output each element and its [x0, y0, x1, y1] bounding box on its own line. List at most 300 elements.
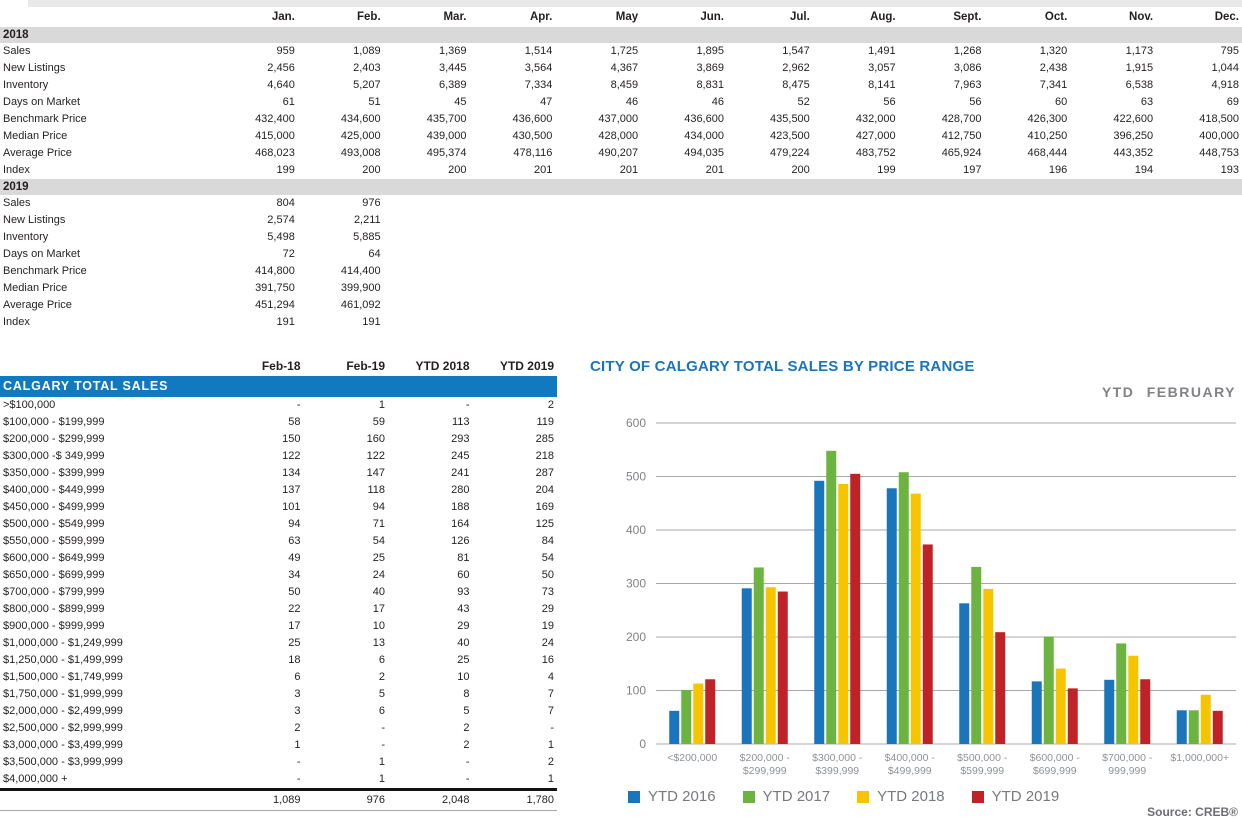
row-label: $350,000 - $399,999 [3, 467, 105, 479]
row-label: Average Price [3, 147, 72, 159]
totals-label [0, 790, 219, 811]
cell: 468,444 [1027, 147, 1068, 159]
cell: 29 [457, 620, 470, 632]
cell: 436,600 [512, 113, 553, 125]
cell: 245 [451, 450, 470, 462]
cell: 218 [535, 450, 554, 462]
row-label: $1,750,000 - $1,999,999 [3, 688, 123, 700]
cell: 448,753 [1199, 147, 1239, 159]
row-label: Sales [3, 197, 31, 209]
cell: 396,250 [1113, 130, 1154, 142]
cell [1070, 314, 1156, 331]
cell: 25 [288, 637, 301, 649]
cell: 432,400 [255, 113, 295, 125]
cell: 7 [547, 688, 554, 700]
cell: - [381, 739, 385, 751]
cell: 94 [288, 518, 301, 530]
x-axis-tick-label: $700,000 -999,999 [1102, 752, 1153, 777]
table-row [0, 516, 557, 533]
cell [899, 229, 985, 246]
cell [384, 212, 470, 229]
sales-table-body [0, 376, 557, 811]
cell: 196 [1048, 164, 1068, 176]
legend-color-swatch [972, 791, 984, 803]
cell [813, 229, 899, 246]
cell [469, 212, 555, 229]
chart-legend [628, 788, 1059, 805]
month-header: Mar. [443, 11, 467, 23]
cell: 2 [547, 399, 554, 411]
cell: 50 [288, 586, 301, 598]
cell: 6 [294, 671, 301, 683]
cell: 1,915 [1125, 62, 1154, 74]
cell: 1,173 [1125, 45, 1154, 57]
cell: 418,500 [1199, 113, 1239, 125]
row-label: $550,000 - $599,999 [3, 535, 105, 547]
row-label: $1,250,000 - $1,499,999 [3, 654, 123, 666]
cell: 4,640 [267, 79, 295, 91]
cell [984, 229, 1070, 246]
cell: 61 [282, 96, 295, 108]
cell: 428,700 [941, 113, 982, 125]
table-row [0, 669, 557, 686]
cell: 7,963 [953, 79, 982, 91]
row-label: $400,000 - $449,999 [3, 484, 105, 496]
cell: 47 [540, 96, 553, 108]
cell [641, 280, 727, 297]
legend-label: YTD 2018 [877, 788, 945, 805]
cell: 427,000 [855, 130, 896, 142]
cell: 122 [282, 450, 301, 462]
sales-header-row [0, 356, 557, 376]
cell: 2 [294, 722, 301, 734]
price-range-sales-table [0, 356, 557, 811]
table-row [0, 246, 1242, 263]
cell [984, 297, 1070, 314]
row-label: Sales [3, 45, 31, 57]
y-axis-tick-label: 300 [625, 576, 646, 591]
cell: 422,600 [1113, 113, 1154, 125]
cell: 24 [541, 637, 554, 649]
cell: 63 [1140, 96, 1154, 108]
row-label: Average Price [3, 299, 72, 311]
row-label: $1,000,000 - $1,249,999 [3, 637, 123, 649]
cell: 437,000 [598, 113, 639, 125]
cell [469, 263, 555, 280]
cell [727, 229, 813, 246]
cell: 160 [366, 433, 385, 445]
cell [641, 297, 727, 314]
cell: - [296, 399, 301, 411]
table-row [0, 94, 1242, 111]
table-row [0, 499, 557, 516]
cell: 72 [282, 248, 295, 260]
cell: 804 [276, 197, 295, 209]
cell: 5 [463, 705, 470, 717]
cell [813, 297, 899, 314]
cell [899, 314, 985, 331]
bar-ytd-2018-cat1 [766, 587, 776, 744]
month-header: Aug. [870, 11, 896, 23]
cell: 430,500 [512, 130, 553, 142]
cell [469, 280, 555, 297]
chart-subtitle: YTD FEBRUARY [1101, 384, 1236, 400]
monthly-table-header [0, 8, 1242, 27]
cell [813, 195, 899, 212]
cell: 45 [454, 96, 467, 108]
cell: 17 [372, 603, 385, 615]
column-header: Feb-19 [346, 359, 385, 373]
cell: 40 [457, 637, 470, 649]
cell [1070, 297, 1156, 314]
cell: 3,869 [696, 62, 724, 74]
legend-color-swatch [743, 791, 755, 803]
cell: 8 [463, 688, 470, 700]
cell: 73 [541, 586, 554, 598]
legend-label: YTD 2019 [991, 788, 1060, 805]
table-row [0, 60, 1242, 77]
bar-ytd-2017-cat5 [1044, 636, 1054, 744]
cell [384, 297, 470, 314]
table-row [0, 771, 557, 790]
cell [727, 297, 813, 314]
cell: 1,725 [610, 45, 639, 57]
cell [1156, 280, 1242, 297]
cell: 24 [372, 569, 385, 581]
month-header: Jun. [700, 11, 724, 23]
cell: 432,000 [855, 113, 896, 125]
cell: 451,294 [255, 299, 295, 311]
table-row [0, 128, 1242, 145]
month-header: May [615, 11, 639, 23]
cell: 483,752 [855, 147, 896, 159]
cell: 1 [294, 739, 301, 751]
cell: 7 [547, 705, 554, 717]
month-header: Oct. [1044, 11, 1068, 23]
cell: 25 [457, 654, 470, 666]
bar-ytd-2018-cat4 [983, 589, 993, 744]
column-header: YTD 2018 [415, 359, 470, 373]
bar-ytd-2016-cat5 [1032, 681, 1042, 744]
legend-item-ytd-2018 [857, 788, 945, 805]
cell: 63 [288, 535, 301, 547]
row-label: Inventory [3, 231, 49, 243]
cell: - [296, 773, 301, 785]
cell: 188 [451, 501, 470, 513]
table-row [0, 397, 557, 414]
cell: 2 [463, 722, 470, 734]
table-row [0, 431, 557, 448]
cell: 426,300 [1027, 113, 1068, 125]
cell [1156, 229, 1242, 246]
legend-color-swatch [857, 791, 869, 803]
cell: 287 [535, 467, 554, 479]
corner-cell [0, 356, 219, 376]
y-axis-tick-label: 200 [625, 630, 646, 644]
row-label: $200,000 - $299,999 [3, 433, 105, 445]
row-label: Median Price [3, 130, 68, 142]
cell [641, 229, 727, 246]
cell: 415,000 [255, 130, 295, 142]
cell: 2 [547, 756, 554, 768]
cell: 795 [1220, 45, 1239, 57]
cell: 56 [883, 96, 896, 108]
cell: 199 [276, 164, 295, 176]
cell [384, 246, 470, 263]
cell: 113 [451, 416, 470, 428]
bar-ytd-2017-cat7 [1189, 710, 1199, 744]
table-row [0, 297, 1242, 314]
cell: 423,500 [770, 130, 810, 142]
row-label: $700,000 - $799,999 [3, 586, 105, 598]
cell: 2,403 [353, 62, 381, 74]
cell [1070, 246, 1156, 263]
cell [555, 195, 641, 212]
table-row [0, 314, 1242, 331]
cell: 125 [535, 518, 554, 530]
table-row [0, 263, 1242, 280]
cell: 3,564 [524, 62, 553, 74]
cell: 150 [282, 433, 301, 445]
cell [555, 263, 641, 280]
row-label: $1,500,000 - $1,749,999 [3, 671, 123, 683]
cell [1156, 314, 1242, 331]
table-row [0, 145, 1242, 162]
row-label: Index [3, 164, 30, 176]
cell: 7,334 [524, 79, 553, 91]
cell [384, 195, 470, 212]
cell: 22 [288, 603, 301, 615]
cell [813, 263, 899, 280]
table-row [0, 414, 557, 431]
cell: 400,000 [1199, 130, 1239, 142]
cell: 2,456 [267, 62, 295, 74]
cell [899, 246, 985, 263]
cell [984, 263, 1070, 280]
cell: 40 [372, 586, 385, 598]
legend-label: YTD 2016 [648, 788, 716, 805]
bar-ytd-2017-cat0 [681, 690, 691, 744]
cell [1070, 263, 1156, 280]
cell: 493,008 [340, 147, 381, 159]
total-cell: 2,048 [388, 790, 473, 811]
bar-ytd-2016-cat2 [814, 481, 824, 744]
cell: 4,367 [610, 62, 639, 74]
bar-ytd-2017-cat3 [899, 472, 909, 744]
table-row [0, 737, 557, 754]
cell: 495,374 [426, 147, 467, 159]
cell [899, 212, 985, 229]
table-row [0, 280, 1242, 297]
cell [1156, 195, 1242, 212]
total-cell: 1,780 [473, 790, 558, 811]
row-label: Benchmark Price [3, 265, 87, 277]
table-row [0, 465, 557, 482]
cell [555, 314, 641, 331]
cell: 478,116 [513, 147, 553, 159]
row-label: $650,000 - $699,999 [3, 569, 105, 581]
bar-ytd-2019-cat6 [1140, 679, 1150, 744]
cell [727, 280, 813, 297]
cell: 29 [541, 603, 554, 615]
row-label: $2,000,000 - $2,499,999 [3, 705, 123, 717]
row-label: New Listings [3, 214, 66, 226]
cell: 204 [535, 484, 554, 496]
row-label: $600,000 - $649,999 [3, 552, 105, 564]
year-band-label: 2018 [0, 27, 1242, 43]
cell: 439,000 [426, 130, 467, 142]
cell: 6 [378, 654, 385, 666]
bar-ytd-2018-cat6 [1128, 656, 1138, 744]
cell: 479,224 [770, 147, 810, 159]
cell: 2,962 [782, 62, 810, 74]
cell [984, 195, 1070, 212]
bar-ytd-2016-cat7 [1177, 710, 1187, 744]
cell [984, 280, 1070, 297]
cell [727, 246, 813, 263]
month-header: Apr. [529, 11, 553, 23]
cell [1156, 212, 1242, 229]
bar-ytd-2016-cat6 [1104, 680, 1114, 744]
row-label: Inventory [3, 79, 49, 91]
table-row [0, 162, 1242, 179]
cell: 399,900 [340, 282, 381, 294]
cell: 52 [797, 96, 810, 108]
cell: 6 [378, 705, 385, 717]
cell: 391,750 [255, 282, 295, 294]
cell: 414,400 [340, 265, 381, 277]
cell: 18 [288, 654, 301, 666]
total-cell: 976 [304, 790, 389, 811]
cell: 1 [547, 739, 554, 751]
cell: 241 [451, 467, 470, 479]
cell: 410,250 [1027, 130, 1068, 142]
bar-ytd-2018-cat3 [911, 494, 921, 744]
cell [641, 195, 727, 212]
table-row [0, 195, 1242, 212]
legend-item-ytd-2016 [628, 788, 716, 805]
cell: - [296, 756, 301, 768]
cell: 6,538 [1125, 79, 1154, 91]
cell: 5,207 [353, 79, 381, 91]
cell: 43 [457, 603, 470, 615]
cell [384, 263, 470, 280]
cell [813, 212, 899, 229]
sales-table-header [0, 356, 557, 376]
cell: 201 [705, 164, 724, 176]
cell: 118 [367, 484, 385, 496]
table-row [0, 533, 557, 550]
row-label: $450,000 - $499,999 [3, 501, 105, 513]
cell: - [465, 773, 470, 785]
cell: 191 [362, 316, 381, 328]
cell: 4,918 [1211, 79, 1239, 91]
total-cell: 1,089 [219, 790, 304, 811]
cell: 976 [362, 197, 381, 209]
cell: 3 [294, 688, 301, 700]
cell: 1 [378, 773, 385, 785]
table-row [0, 584, 557, 601]
cell [1156, 246, 1242, 263]
cell: 494,035 [684, 147, 724, 159]
cell: 1,491 [868, 45, 896, 57]
cell: 46 [625, 96, 639, 108]
table-row [0, 601, 557, 618]
bar-ytd-2017-cat1 [754, 567, 764, 744]
cell [469, 314, 555, 331]
row-label: $300,000 -$ 349,999 [3, 450, 105, 462]
bar-chart [590, 404, 1242, 789]
month-header: Feb. [357, 11, 381, 23]
row-label: Median Price [3, 282, 68, 294]
cell: 490,207 [598, 147, 639, 159]
chart-title: CITY OF CALGARY TOTAL SALES BY PRICE RANGE [590, 358, 975, 375]
cell: 6,389 [438, 79, 467, 91]
year-band-row [0, 27, 1242, 43]
cell: 443,352 [1113, 147, 1154, 159]
x-axis-tick-label: $200,000 -$299,999 [739, 752, 790, 777]
cell: 434,000 [684, 130, 724, 142]
cell [641, 263, 727, 280]
source-label: Source: CREB® [1147, 805, 1238, 819]
cell: 8,475 [782, 79, 810, 91]
cell [469, 246, 555, 263]
cell: 194 [1134, 164, 1154, 176]
monthly-table-body [0, 27, 1242, 331]
cell: 10 [457, 671, 470, 683]
cell [555, 297, 641, 314]
x-axis-tick-label: $500,000 -$599,999 [957, 752, 1008, 777]
cell: 1,089 [353, 45, 381, 57]
cell: - [381, 722, 385, 734]
y-axis-tick-label: 100 [625, 683, 646, 698]
row-label: >$100,000 [3, 399, 56, 411]
cell: 959 [276, 45, 295, 57]
table-row [0, 754, 557, 771]
month-header: Jan. [271, 11, 295, 23]
row-label: Benchmark Price [3, 113, 87, 125]
x-axis-tick-label: $1,000,000+ [1170, 752, 1230, 764]
table-row [0, 703, 557, 720]
cell [1070, 212, 1156, 229]
cell: 435,500 [770, 113, 810, 125]
table-row [0, 635, 557, 652]
cell: 101 [282, 501, 301, 513]
cell: 425,000 [340, 130, 381, 142]
cell [813, 314, 899, 331]
cell [899, 195, 985, 212]
cell: 58 [288, 416, 301, 428]
bar-ytd-2016-cat1 [742, 588, 752, 744]
cell: 84 [541, 535, 554, 547]
cell: 1 [547, 773, 554, 785]
cell: 200 [448, 164, 467, 176]
cell [727, 212, 813, 229]
cell: 59 [372, 416, 385, 428]
cell: 435,700 [426, 113, 467, 125]
table-row [0, 686, 557, 703]
legend-color-swatch [628, 791, 640, 803]
row-label: Days on Market [3, 248, 81, 260]
cell: 197 [963, 164, 982, 176]
cell: 17 [288, 620, 301, 632]
cell: 2,438 [1039, 62, 1068, 74]
table-row [0, 652, 557, 669]
cell: 2,574 [267, 214, 295, 226]
bar-ytd-2016-cat3 [887, 488, 897, 744]
cell: 64 [368, 248, 381, 260]
row-label: $3,000,000 - $3,499,999 [3, 739, 123, 751]
